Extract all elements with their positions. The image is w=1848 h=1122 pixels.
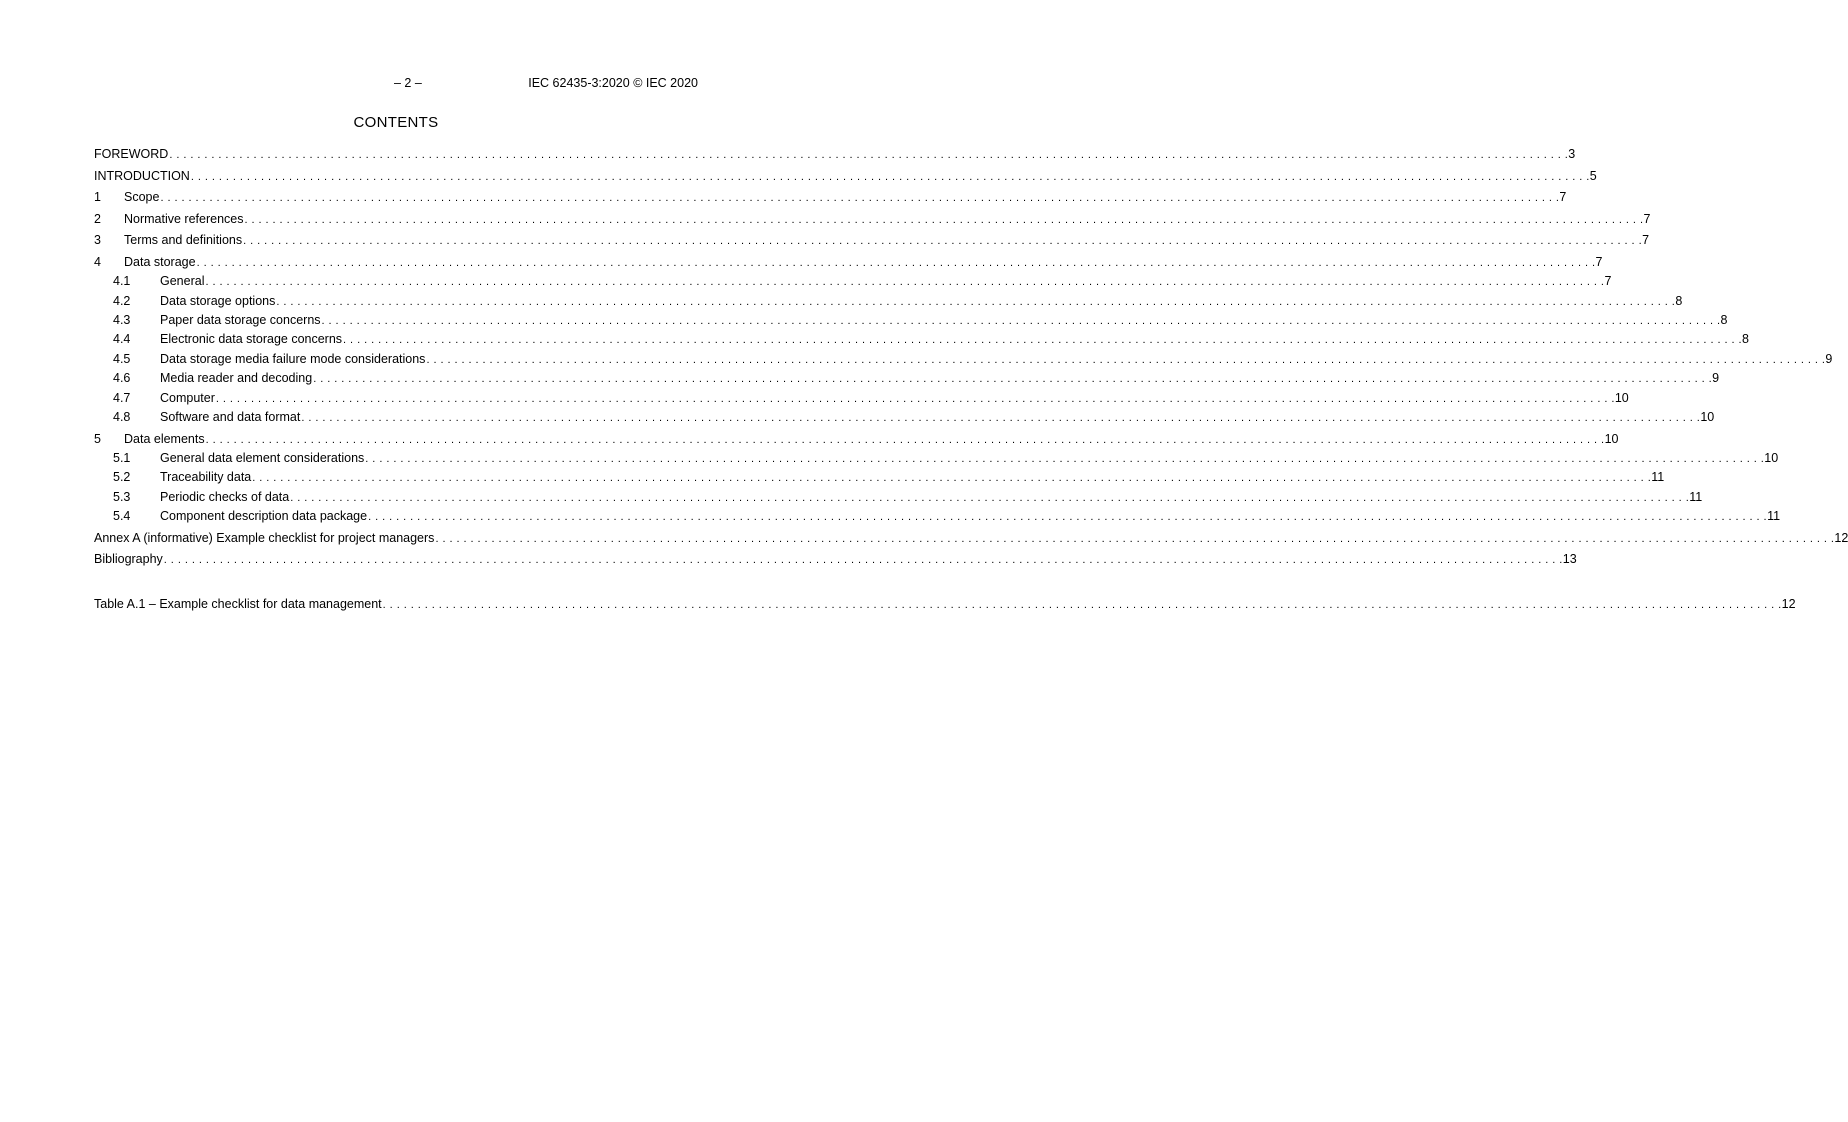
toc-entry-title: Electronic data storage concerns — [160, 332, 343, 347]
toc-entry-page: 9 — [1712, 371, 1720, 386]
toc-entry[interactable] — [94, 550, 1577, 569]
toc-entry-page: 12 — [1781, 597, 1796, 611]
toc-entry-title: Terms and definitions — [124, 233, 243, 248]
toc-dot-leader: . . . . . . . . . . . . . . . . . . . . . . . . . . . . . . . . . . . . . . . . . . . . . . . . . . . . . . . . . . . . . . . . . . . . . . . . . . . . . . . . . . . . . . . . . . . . . . . . . . . . . . . . . . . . . . . . . . . . . . . . . . . . . . . . . . . . . . . . . . . . . . . . . . . . . . . . . . . . . . . . . . . . . . . . . . . . . . . . . . . . . . . . . . . . . . . . . . . . . . . . — [313, 373, 1713, 386]
toc-entry-title: Data storage — [124, 254, 196, 269]
toc-entry-number: 4.7 — [113, 390, 131, 405]
toc-entry-page: 10 — [1614, 390, 1629, 405]
toc-entry[interactable] — [94, 369, 1720, 388]
toc-entry-page: 7 — [1595, 254, 1603, 269]
toc-dot-leader: . . . . . . . . . . . . . . . . . . . . . . . . . . . . . . . . . . . . . . . . . . . . . . . . . . . . . . . . . . . . . . . . . . . . . . . . . . . . . . . . . . . . . . . . . . . . . . . . . . . . . . . . . . . . . . . . . . . . . . . . . . . . . . . . . . . . . . . . . . . . . . . . . . . . . . . . . . . . . . . . . . . . . . . . . . . . . . . . . . . . . . . . . . . . . . . . . . . . . . . . — [321, 315, 1721, 328]
toc-entry[interactable] — [94, 430, 1619, 449]
toc-entry[interactable] — [94, 595, 1796, 614]
toc-entry-page: 8 — [1720, 313, 1728, 328]
toc-dot-leader: . . . . . . . . . . . . . . . . . . . . . . . . . . . . . . . . . . . . . . . . . . . . . . . . . . . . . . . . . . . . . . . . . . . . . . . . . . . . . . . . . . . . . . . . . . . . . . . . . . . . . . . . . . . . . . . . . . . . . . . . . . . . . . . . . . . . . . . . . . . . . . . . . . . . . . . . . . . . . . . . . . . . . . . . . . . . . . . . . . . . . . . . . . . . . . . . . . . . . . . . — [301, 412, 1701, 425]
toc-entry-title: Table A.1 – Example checklist for data management — [94, 597, 382, 611]
toc-entry[interactable] — [94, 529, 1848, 548]
toc-entry[interactable] — [94, 311, 1728, 330]
toc-dot-leader: . . . . . . . . . . . . . . . . . . . . . . . . . . . . . . . . . . . . . . . . . . . . . . . . . . . . . . . . . . . . . . . . . . . . . . . . . . . . . . . . . . . . . . . . . . . . . . . . . . . . . . . . . . . . . . . . . . . . . . . . . . . . . . . . . . . . . . . . . . . . . . . . . . . . . . . . . . . . . . . . . . . . . . . . . . . . . . . . . . . . . . . . . . . . . . . . . . . . . . . . — [160, 192, 1560, 205]
toc-entry-number: 5.4 — [113, 509, 131, 524]
toc-entry-page: 11 — [1689, 489, 1703, 504]
toc-entry-title: Media reader and decoding — [160, 371, 313, 386]
toc-entry-number: 5 — [94, 431, 101, 446]
toc-entry[interactable] — [94, 468, 1665, 487]
toc-entry-title: Traceability data — [160, 470, 252, 485]
toc-dot-leader: . . . . . . . . . . . . . . . . . . . . . . . . . . . . . . . . . . . . . . . . . . . . . . . . . . . . . . . . . . . . . . . . . . . . . . . . . . . . . . . . . . . . . . . . . . . . . . . . . . . . . . . . . . . . . . . . . . . . . . . . . . . . . . . . . . . . . . . . . . . . . . . . . . . . . . . . . . . . . . . . . . . . . . . . . . . . . . . . . . . . . . . . . . . . . . . . . . . . . . . . — [276, 295, 1676, 308]
toc-entry-page: 7 — [1643, 211, 1651, 226]
toc-dot-leader: . . . . . . . . . . . . . . . . . . . . . . . . . . . . . . . . . . . . . . . . . . . . . . . . . . . . . . . . . . . . . . . . . . . . . . . . . . . . . . . . . . . . . . . . . . . . . . . . . . . . . . . . . . . . . . . . . . . . . . . . . . . . . . . . . . . . . . . . . . . . . . . . . . . . . . . . . . . . . . . . . . . . . . . . . . . . . . . . . . . . . . . . . . . . . . . . . . . . . . . . — [190, 170, 1590, 183]
toc-entry-page: 12 — [1834, 530, 1848, 545]
toc-entry-page: 8 — [1742, 332, 1749, 347]
toc-entry-page: 7 — [1604, 274, 1612, 289]
toc-entry-title: Data storage options — [160, 293, 276, 308]
toc-entry[interactable] — [94, 408, 1715, 427]
toc-entry[interactable] — [94, 350, 1833, 369]
toc-entry-number: 4.1 — [113, 274, 131, 289]
toc-dot-leader: . . . . . . . . . . . . . . . . . . . . . . . . . . . . . . . . . . . . . . . . . . . . . . . . . . . . . . . . . . . . . . . . . . . . . . . . . . . . . . . . . . . . . . . . . . . . . . . . . . . . . . . . . . . . . . . . . . . . . . . . . . . . . . . . . . . . . . . . . . . . . . . . . . . . . . . . . . . . . . . . . . . . . . . . . . . . . . . . . . . . . . . . . . . . . . . . . . . . . . . . — [365, 452, 1765, 465]
toc-entry-number: 4 — [94, 254, 101, 269]
toc-entry-number: 5.2 — [113, 470, 131, 485]
toc-entry-title: Periodic checks of data — [160, 489, 290, 504]
toc-entry-title: FOREWORD — [94, 147, 169, 161]
toc-entry[interactable] — [94, 272, 1612, 291]
document-identifier: IEC 62435-3:2020 © IEC 2020 — [528, 76, 698, 90]
toc-dot-leader: . . . . . . . . . . . . . . . . . . . . . . . . . . . . . . . . . . . . . . . . . . . . . . . . . . . . . . . . . . . . . . . . . . . . . . . . . . . . . . . . . . . . . . . . . . . . . . . . . . . . . . . . . . . . . . . . . . . . . . . . . . . . . . . . . . . . . . . . . . . . . . . . . . . . . . . . . . . . . . . . . . . . . . . . . . . . . . . . . . . . . . . . . . . . . . . . . . . . . . . . — [252, 472, 1652, 485]
toc-entry-number: 1 — [94, 190, 101, 205]
toc-entry[interactable] — [94, 167, 1597, 186]
toc-entry[interactable] — [94, 231, 1650, 250]
toc-entry-number: 4.4 — [113, 332, 131, 347]
toc-entry-page: 8 — [1675, 293, 1683, 308]
toc-dot-leader: . . . . . . . . . . . . . . . . . . . . . . . . . . . . . . . . . . . . . . . . . . . . . . . . . . . . . . . . . . . . . . . . . . . . . . . . . . . . . . . . . . . . . . . . . . . . . . . . . . . . . . . . . . . . . . . . . . . . . . . . . . . . . . . . . . . . . . . . . . . . . . . . . . . . . . . . . . . . . . . . . . . . . . . . . . . . . . . . . . . . . . . . . . . . . . . . . . . . . . . . — [163, 554, 1563, 567]
toc-entry[interactable] — [94, 253, 1603, 272]
toc-entry[interactable] — [94, 488, 1703, 507]
toc-entry-title: Software and data format — [160, 410, 301, 425]
toc-entry[interactable] — [94, 507, 1781, 526]
table-of-contents — [94, 145, 1848, 570]
toc-entry-title: Scope — [124, 190, 160, 205]
toc-dot-leader: . . . . . . . . . . . . . . . . . . . . . . . . . . . . . . . . . . . . . . . . . . . . . . . . . . . . . . . . . . . . . . . . . . . . . . . . . . . . . . . . . . . . . . . . . . . . . . . . . . . . . . . . . . . . . . . . . . . . . . . . . . . . . . . . . . . . . . . . . . . . . . . . . . . . . . . . . . . . . . . . . . . . . . . . . . . . . . . . . . . . . . . . . . . . . . . . . . . . . . . . — [343, 334, 1743, 347]
toc-entry-title: Bibliography — [94, 552, 163, 567]
toc-entry-page: 3 — [1568, 147, 1576, 161]
toc-entry-page: 10 — [1700, 410, 1715, 425]
toc-entry-title: Computer — [160, 390, 215, 405]
toc-entry-page: 5 — [1589, 168, 1597, 183]
toc-entry-number: 4.8 — [113, 410, 131, 425]
toc-entry-number: 3 — [94, 233, 101, 248]
toc-entry-page: 11 — [1651, 470, 1665, 485]
toc-dot-leader: . . . . . . . . . . . . . . . . . . . . . . . . . . . . . . . . . . . . . . . . . . . . . . . . . . . . . . . . . . . . . . . . . . . . . . . . . . . . . . . . . . . . . . . . . . . . . . . . . . . . . . . . . . . . . . . . . . . . . . . . . . . . . . . . . . . . . . . . . . . . . . . . . . . . . . . . . . . . . . . . . . . . . . . . . . . . . . . . . . . . . . . . . . . . . . . . . . . . . . . . — [244, 213, 1644, 226]
toc-entry-title: Normative references — [124, 211, 244, 226]
toc-dot-leader: . . . . . . . . . . . . . . . . . . . . . . . . . . . . . . . . . . . . . . . . . . . . . . . . . . . . . . . . . . . . . . . . . . . . . . . . . . . . . . . . . . . . . . . . . . . . . . . . . . . . . . . . . . . . . . . . . . . . . . . . . . . . . . . . . . . . . . . . . . . . . . . . . . . . . . . . . . . . . . . . . . . . . . . . . . . . . . . . . . . . . . . . . . . . . . . . . . . . . . . . — [205, 433, 1605, 446]
toc-entry-number: 4.5 — [113, 351, 131, 366]
toc-entry-title: Annex A (informative) Example checklist for project managers — [94, 530, 435, 545]
list-of-tables — [94, 595, 1796, 614]
toc-entry-page: 7 — [1642, 233, 1650, 248]
toc-entry-title: Paper data storage concerns — [160, 313, 321, 328]
toc-dot-leader: . . . . . . . . . . . . . . . . . . . . . . . . . . . . . . . . . . . . . . . . . . . . . . . . . . . . . . . . . . . . . . . . . . . . . . . . . . . . . . . . . . . . . . . . . . . . . . . . . . . . . . . . . . . . . . . . . . . . . . . . . . . . . . . . . . . . . . . . . . . . . . . . . . . . . . . . . . . . . . . . . . . . . . . . . . . . . . . . . . . . . . . . . . . . . . . . . . . . . . . . — [205, 276, 1605, 289]
toc-entry-number: 4.3 — [113, 313, 131, 328]
toc-entry-page: 9 — [1825, 351, 1833, 366]
toc-dot-leader: . . . . . . . . . . . . . . . . . . . . . . . . . . . . . . . . . . . . . . . . . . . . . . . . . . . . . . . . . . . . . . . . . . . . . . . . . . . . . . . . . . . . . . . . . . . . . . . . . . . . . . . . . . . . . . . . . . . . . . . . . . . . . . . . . . . . . . . . . . . . . . . . . . . . . . . . . . . . . . . . . . . . . . . . . . . . . . . . . . . . . . . . . . . . . . . . . . . . . . . . — [435, 532, 1835, 545]
toc-dot-leader: . . . . . . . . . . . . . . . . . . . . . . . . . . . . . . . . . . . . . . . . . . . . . . . . . . . . . . . . . . . . . . . . . . . . . . . . . . . . . . . . . . . . . . . . . . . . . . . . . . . . . . . . . . . . . . . . . . . . . . . . . . . . . . . . . . . . . . . . . . . . . . . . . . . . . . . . . . . . . . . . . . . . . . . . . . . . . . . . . . . . . . . . . . . . . . . . . . . . . . . . — [243, 235, 1643, 248]
toc-dot-leader: . . . . . . . . . . . . . . . . . . . . . . . . . . . . . . . . . . . . . . . . . . . . . . . . . . . . . . . . . . . . . . . . . . . . . . . . . . . . . . . . . . . . . . . . . . . . . . . . . . . . . . . . . . . . . . . . . . . . . . . . . . . . . . . . . . . . . . . . . . . . . . . . . . . . . . . . . . . . . . . . . . . . . . . . . . . . . . . . . . . . . . . . . . . . . . . . . . . . . . . . — [290, 491, 1690, 504]
toc-entry[interactable] — [94, 188, 1567, 207]
page-number: – 2 – — [394, 76, 422, 90]
toc-entry-title: Component description data package — [160, 509, 368, 524]
toc-entry-number: 4.2 — [113, 293, 131, 308]
toc-entry[interactable] — [94, 389, 1629, 408]
toc-dot-leader: . . . . . . . . . . . . . . . . . . . . . . . . . . . . . . . . . . . . . . . . . . . . . . . . . . . . . . . . . . . . . . . . . . . . . . . . . . . . . . . . . . . . . . . . . . . . . . . . . . . . . . . . . . . . . . . . . . . . . . . . . . . . . . . . . . . . . . . . . . . . . . . . . . . . . . . . . . . . . . . . . . . . . . . . . . . . . . . . . . . . . . . . . . . . . . . . . . . . . . . . — [215, 392, 1615, 405]
toc-dot-leader: . . . . . . . . . . . . . . . . . . . . . . . . . . . . . . . . . . . . . . . . . . . . . . . . . . . . . . . . . . . . . . . . . . . . . . . . . . . . . . . . . . . . . . . . . . . . . . . . . . . . . . . . . . . . . . . . . . . . . . . . . . . . . . . . . . . . . . . . . . . . . . . . . . . . . . . . . . . . . . . . . . . . . . . . . . . . . . . . . . . . . . . . . . . . . . . . . . . . . . . . — [196, 256, 1596, 269]
toc-entry-number: 5.3 — [113, 489, 131, 504]
toc-entry[interactable] — [94, 145, 1576, 164]
toc-entry-number: 5.1 — [113, 450, 131, 465]
toc-dot-leader: . . . . . . . . . . . . . . . . . . . . . . . . . . . . . . . . . . . . . . . . . . . . . . . . . . . . . . . . . . . . . . . . . . . . . . . . . . . . . . . . . . . . . . . . . . . . . . . . . . . . . . . . . . . . . . . . . . . . . . . . . . . . . . . . . . . . . . . . . . . . . . . . . . . . . . . . . . . . . . . . . . . . . . . . . . . . . . . . . . . . . . . . . . . . . . . . . . . . . . . . — [368, 511, 1768, 524]
toc-entry[interactable] — [94, 292, 1683, 311]
toc-entry-page: 7 — [1559, 190, 1567, 205]
toc-entry-page: 11 — [1767, 509, 1781, 524]
toc-entry-number: 4.6 — [113, 371, 131, 386]
toc-entry-title: General — [160, 274, 205, 289]
contents-heading: CONTENTS — [353, 114, 439, 131]
toc-entry-title: General data element considerations — [160, 450, 365, 465]
toc-entry-page: 10 — [1764, 450, 1779, 465]
toc-dot-leader: . . . . . . . . . . . . . . . . . . . . . . . . . . . . . . . . . . . . . . . . . . . . . . . . . . . . . . . . . . . . . . . . . . . . . . . . . . . . . . . . . . . . . . . . . . . . . . . . . . . . . . . . . . . . . . . . . . . . . . . . . . . . . . . . . . . . . . . . . . . . . . . . . . . . . . . . . . . . . . . . . . . . . . . . . . . . . . . . . . . . . . . . . . . . . . . . . . . . . . . . — [426, 353, 1826, 366]
toc-dot-leader: . . . . . . . . . . . . . . . . . . . . . . . . . . . . . . . . . . . . . . . . . . . . . . . . . . . . . . . . . . . . . . . . . . . . . . . . . . . . . . . . . . . . . . . . . . . . . . . . . . . . . . . . . . . . . . . . . . . . . . . . . . . . . . . . . . . . . . . . . . . . . . . . . . . . . . . . . . . . . . . . . . . . . . . . . . . . . . . . . . . . . . . . . . . . . . . . . . . . . . . . — [382, 599, 1782, 611]
toc-dot-leader: . . . . . . . . . . . . . . . . . . . . . . . . . . . . . . . . . . . . . . . . . . . . . . . . . . . . . . . . . . . . . . . . . . . . . . . . . . . . . . . . . . . . . . . . . . . . . . . . . . . . . . . . . . . . . . . . . . . . . . . . . . . . . . . . . . . . . . . . . . . . . . . . . . . . . . . . . . . . . . . . . . . . . . . . . . . . . . . . . . . . . . . . . . . . . . . . . . . . . . . . — [169, 149, 1569, 161]
toc-entry[interactable] — [94, 330, 1749, 349]
toc-entry[interactable] — [94, 210, 1651, 229]
page-header — [94, 76, 698, 92]
toc-entry-title: Data elements — [124, 431, 205, 446]
toc-entry-page: 13 — [1562, 552, 1577, 567]
toc-entry[interactable] — [94, 449, 1779, 468]
toc-entry-title: INTRODUCTION — [94, 168, 190, 183]
toc-entry-number: 2 — [94, 211, 101, 226]
toc-entry-page: 10 — [1604, 431, 1619, 446]
toc-entry-title: Data storage media failure mode considerations — [160, 351, 426, 366]
